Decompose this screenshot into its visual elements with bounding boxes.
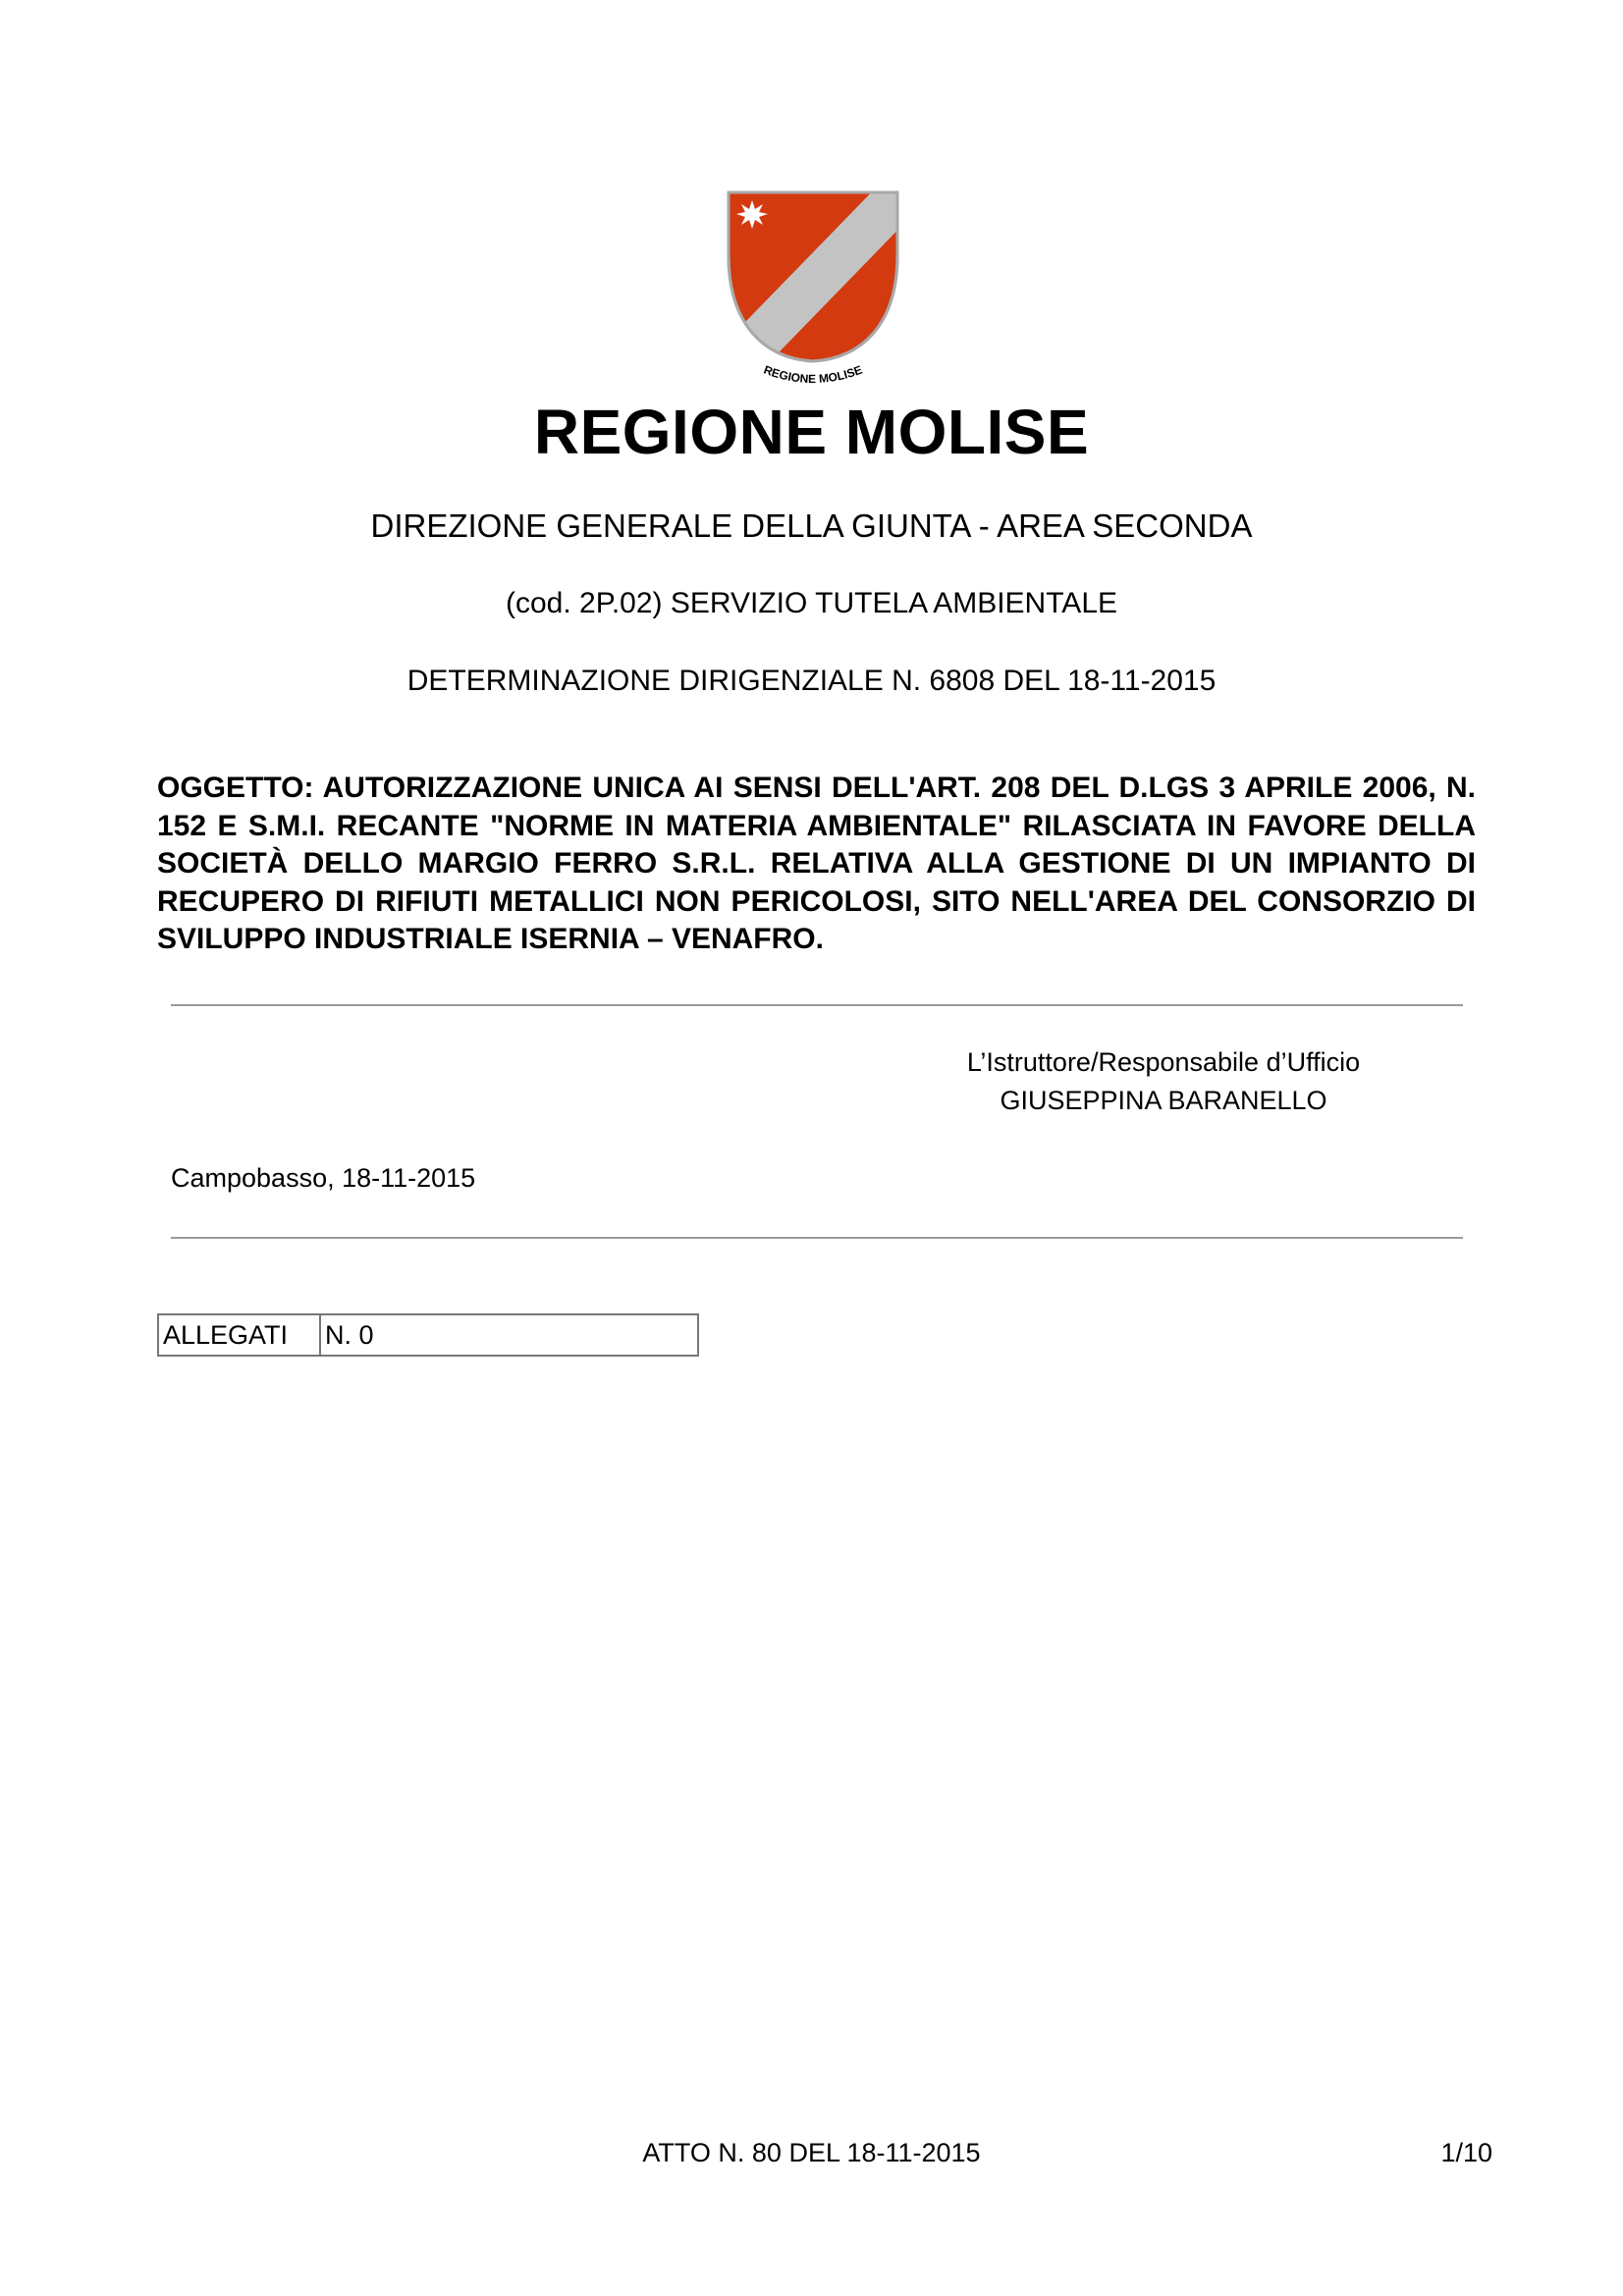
direzione-heading: DIREZIONE GENERALE DELLA GIUNTA - AREA SECONDA	[370, 507, 1253, 544]
allegati-row	[158, 1314, 698, 1356]
footer-atto: ATTO N. 80 DEL 18-11-2015	[642, 2138, 981, 2167]
allegati-label: ALLEGATI	[158, 1314, 320, 1356]
divider-top	[171, 1004, 1463, 1006]
signature-name: GIUSEPPINA BARANELLO	[1000, 1086, 1327, 1115]
place-date: Campobasso, 18-11-2015	[171, 1163, 476, 1193]
region-emblem	[725, 187, 901, 398]
region-title: REGIONE MOLISE	[533, 397, 1090, 467]
oggetto-text: OGGETTO: AUTORIZZAZIONE UNICA AI SENSI DELL'ART. 208 DEL D.LGS 3 APRILE 2006, N. 152 E S.M.I. RECANTE "NORME IN MATERIA AMBIENTALE" RILASCIATA IN FAVORE DELLA SOCIETÀ DELLO MARGIO FERRO S.R.L. RELATIVA ALLA GESTIONE DI UN IMPIANTO DI RECUPERO DI RIFIUTI METALLICI NON PERICOLOSI, SITO NELL'AREA DEL CONSORZIO DI SVILUPPO INDUSTRIALE ISERNIA – VENAFRO.	[157, 772, 1476, 956]
emblem-label: REGIONE MOLISE	[761, 362, 865, 387]
divider-bottom	[171, 1237, 1463, 1239]
determinazione-heading: DETERMINAZIONE DIRIGENZIALE N. 6808 DEL 18-11-2015	[406, 665, 1217, 697]
svg-text:REGIONE MOLISE	[762, 363, 864, 386]
allegati-value: N. 0	[320, 1314, 698, 1356]
footer-page-number: 1/10	[1440, 2138, 1492, 2167]
signature-role: L’Istruttore/Responsabile d’Ufficio	[966, 1047, 1361, 1077]
allegati-table	[157, 1313, 699, 1357]
servizio-heading: (cod. 2P.02) SERVIZIO TUTELA AMBIENTALE	[505, 587, 1118, 619]
